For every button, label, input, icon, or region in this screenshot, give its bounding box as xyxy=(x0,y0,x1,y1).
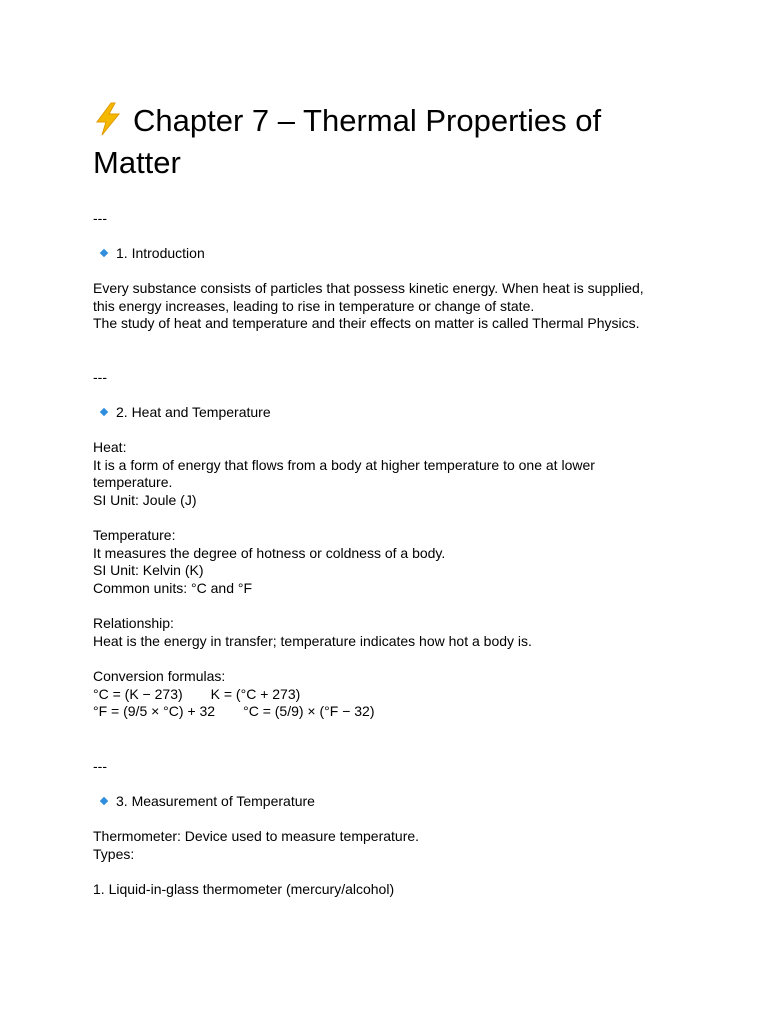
page-title xyxy=(93,100,693,184)
formula-line xyxy=(93,686,300,704)
formula-line xyxy=(93,703,375,721)
list-item: 1. Liquid-in-glass thermometer (mercury/alcohol) xyxy=(93,881,395,897)
small-blue-diamond-icon xyxy=(100,797,108,805)
heat-definition: It is a form of energy that flows from a body at higher temperature to one at lower xyxy=(93,456,595,473)
section-heading-heat-and-temperature: 2. Heat and Temperature xyxy=(93,404,271,422)
temperature-unit: SI Unit: Kelvin (K) xyxy=(93,562,204,578)
temperature-label: Temperature: xyxy=(93,527,176,543)
separator: --- xyxy=(93,369,107,385)
formula: K = (°C + 273) xyxy=(210,685,301,702)
separator: --- xyxy=(93,758,107,774)
formula: °C = (5/9) × (°F − 32) xyxy=(243,703,375,719)
types-label: Types: xyxy=(93,845,135,862)
lightning-bolt-icon xyxy=(93,102,123,136)
title-text: Chapter 7 – Thermal Properties of Matter xyxy=(93,103,602,180)
thermometer-definition: Thermometer: Device used to measure temperature. xyxy=(93,828,420,844)
paragraph-line: Every substance consists of particles that possess kinetic energy. When heat is supplied, xyxy=(93,280,644,296)
section-heading-measurement-of-temperature: 3. Measurement of Temperature xyxy=(93,793,315,811)
document-page xyxy=(93,100,693,897)
temperature-common-units: Common units: °C and °F xyxy=(93,579,253,596)
section-heading-introduction: 1. Introduction xyxy=(93,245,205,263)
conversion-label: Conversion formulas: xyxy=(93,668,226,684)
heat-definition: temperature. xyxy=(93,474,173,490)
relationship-text: Heat is the energy in transfer; temperature indicates how hot a body is. xyxy=(93,632,532,649)
small-blue-diamond-icon xyxy=(100,249,108,257)
paragraph-line: this energy increases, leading to rise in temperature or change of state. xyxy=(93,297,535,314)
paragraph-line: The study of heat and temperature and their effects on matter is called Thermal Physics. xyxy=(93,315,640,331)
formula: °F = (9/5 × °C) + 32 xyxy=(93,703,216,719)
separator: --- xyxy=(93,210,107,226)
small-blue-diamond-icon xyxy=(100,408,108,416)
heat-label: Heat: xyxy=(93,439,127,455)
temperature-definition: It measures the degree of hotness or coldness of a body. xyxy=(93,544,446,561)
formula: °C = (K − 273) xyxy=(93,685,183,702)
heat-unit: SI Unit: Joule (J) xyxy=(93,491,197,508)
relationship-label: Relationship: xyxy=(93,615,174,631)
